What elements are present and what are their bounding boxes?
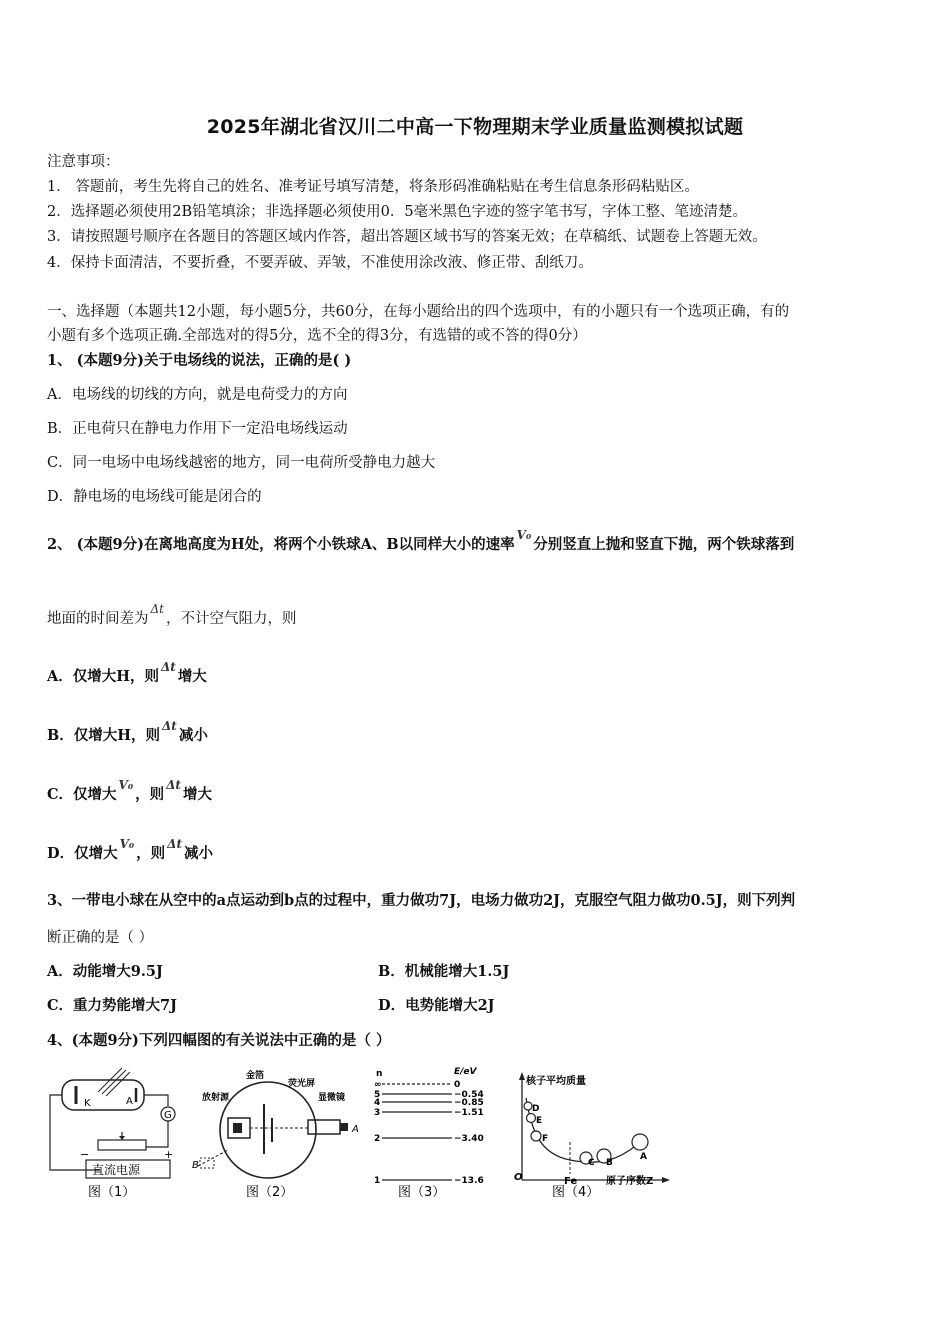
q4-figures — [40, 1062, 680, 1197]
fig1-photoelectric-circuit — [50, 1068, 175, 1197]
level-energy-label: −0.85 — [454, 1098, 484, 1108]
q3-stem: 3、一带电小球在从空中的a点运动到b点的过程中，重力做功7J，电场力做功2J，克服空气阻力做功0.5J，则下列判 — [47, 892, 796, 909]
label-g: G — [164, 1110, 172, 1121]
foil-label: 金箔 — [246, 1071, 265, 1081]
fig3-energy-levels — [374, 1067, 484, 1197]
x-axis-label: 原子序数Z — [606, 1176, 654, 1187]
nucleus-point — [527, 1114, 536, 1123]
notice-item: 1． 答题前，考生先将自己的姓名、准考证号填写清楚，将条形码准确粘贴在考生信息条形码粘贴区。 — [47, 179, 699, 195]
level-n-label: 2 — [374, 1134, 381, 1144]
v0-symbol: V₀ — [118, 778, 134, 792]
delta-t-symbol: Δt — [160, 660, 176, 674]
q3-option-b[interactable]: B．机械能增大1.5J — [378, 963, 510, 980]
fig4-nucleon-mass-curve — [514, 1072, 670, 1197]
nucleus-label: C — [588, 1158, 595, 1168]
label-a: A — [126, 1096, 133, 1107]
level-energy-label: 0 — [454, 1080, 461, 1090]
q2-option-a[interactable]: A．仅增大H，则$^{\Delta t}$增大 — [47, 660, 207, 685]
svg-text:B: B — [192, 1160, 199, 1171]
svg-text:Fe: Fe — [564, 1176, 578, 1187]
delta-t-symbol: Δt — [150, 602, 164, 616]
scope-label: 显微镜 — [318, 1093, 346, 1103]
level-n-label: 5 — [374, 1090, 381, 1100]
q3-stem-cont: 断正确的是（ ） — [47, 930, 154, 946]
q1-stem: 1、 (本题9分)关于电场线的说法，正确的是( ) — [47, 352, 352, 369]
power-label: 直流电源 — [92, 1163, 141, 1177]
wire-right — [144, 1095, 168, 1106]
fig1-caption: 图（1） — [88, 1185, 136, 1197]
notice-item: 4．保持卡面清洁，不要折叠，不要弄破、弄皱，不准使用涂改液、修正带、刮纸刀。 — [47, 255, 593, 271]
section-heading: 一、选择题（本题共12小题，每小题5分，共60分，在每小题给出的四个选项中，有的小题只有一个选项正确，有的 — [47, 304, 790, 320]
notice-item: 3．请按照题号顺序在各题目的答题区域内作答，超出答题区域书写的答案无效；在草稿纸、试题卷上答题无效。 — [47, 229, 767, 245]
level-n-label: 4 — [374, 1098, 381, 1108]
notice-heading: 注意事项： — [47, 154, 120, 170]
q3-option-d[interactable]: D．电势能增大2J — [378, 997, 495, 1014]
v0-symbol: V₀ — [516, 528, 532, 542]
nucleus-label: B — [606, 1158, 613, 1168]
delta-t-symbol: Δt — [167, 837, 183, 851]
nucleus-label: D — [532, 1104, 540, 1114]
source-label: 放射源 — [202, 1093, 230, 1103]
q2-option-c[interactable]: C．仅增大$^{V_0}$，则$^{\Delta t}$增大 — [47, 778, 212, 803]
svg-text:A: A — [352, 1124, 359, 1135]
nucleus-point — [531, 1131, 541, 1141]
microscope — [308, 1120, 340, 1134]
fig2-alpha-scattering — [192, 1069, 359, 1197]
nucleus-point — [632, 1134, 648, 1150]
svg-text:+: + — [164, 1148, 174, 1161]
fig2-caption: 图（2） — [246, 1185, 294, 1197]
level-n-label: 1 — [374, 1176, 381, 1186]
level-energy-label: −1.51 — [454, 1108, 484, 1118]
nucleus-label: E — [536, 1116, 543, 1126]
level-n-label: ∞ — [374, 1080, 382, 1090]
q1-option-b[interactable]: B．正电荷只在静电力作用下一定沿电场线运动 — [47, 421, 348, 437]
nucleus-label: A — [640, 1152, 647, 1162]
delta-t-symbol: Δt — [166, 778, 181, 792]
q2-option-b[interactable]: B．仅增大H，则$^{\Delta t}$减小 — [47, 719, 208, 744]
q2-option-d[interactable]: D．仅增大$^{V_0}$，则$^{\Delta t}$减小 — [47, 837, 214, 862]
svg-text:n: n — [376, 1069, 383, 1079]
page-title: 2025年湖北省汉川二中高一下物理期末学业质量监测模拟试题 — [206, 116, 744, 138]
q4-stem: 4、(本题9分)下列四幅图的有关说法中正确的是（ ） — [47, 1032, 391, 1049]
q2-stem: 2、 (本题9分)在离地高度为H处，将两个小铁球A、B以同样大小的速率$^{V_0}$分别竖直上抛和竖直下抛，两个铁球落到 — [47, 528, 795, 553]
svg-text:−: − — [80, 1148, 90, 1161]
svg-text:E/eV: E/eV — [454, 1067, 477, 1077]
fig4-caption: 图（4） — [552, 1185, 600, 1197]
rheostat — [98, 1140, 146, 1150]
y-axis-label: 核子平均质量 — [526, 1076, 586, 1087]
nucleus-label: F — [542, 1134, 549, 1144]
q1-option-d[interactable]: D．静电场的电场线可能是闭合的 — [47, 489, 262, 505]
nucleus-point — [524, 1102, 532, 1110]
svg-text:O: O — [514, 1172, 523, 1183]
wire-left — [50, 1095, 100, 1170]
q1-option-c[interactable]: C．同一电场中电场线越密的地方，同一电荷所受静电力越大 — [47, 455, 436, 471]
q1-option-a[interactable]: A．电场线的切线的方向，就是电荷受力的方向 — [47, 387, 348, 403]
q3-option-c[interactable]: C．重力势能增大7J — [47, 997, 177, 1014]
delta-t-symbol: Δt — [161, 719, 177, 733]
level-energy-label: −0.54 — [454, 1090, 484, 1100]
q3-option-a[interactable]: A．动能增大9.5J — [47, 963, 163, 980]
level-energy-label: −3.40 — [454, 1134, 484, 1144]
section-heading-cont: 小题有多个选项正确.全部选对的得5分，选不全的得3分，有选错的或不答的得0分） — [47, 328, 587, 344]
screen-label: 荧光屏 — [288, 1079, 316, 1089]
v0-symbol: V₀ — [119, 837, 135, 851]
fig3-caption: 图（3） — [398, 1185, 446, 1197]
label-k: K — [84, 1098, 91, 1109]
level-n-label: 3 — [374, 1108, 381, 1118]
level-energy-label: −13.6 — [454, 1176, 484, 1186]
notice-item: 2．选择题必须使用2B铅笔填涂；非选择题必须使用0．5毫米黑色字迹的签字笔书写，字体工整、笔迹清楚。 — [47, 204, 748, 220]
q2-stem-cont: 地面的时间差为$^{\Delta t}$，不计空气阻力，则 — [47, 602, 297, 627]
